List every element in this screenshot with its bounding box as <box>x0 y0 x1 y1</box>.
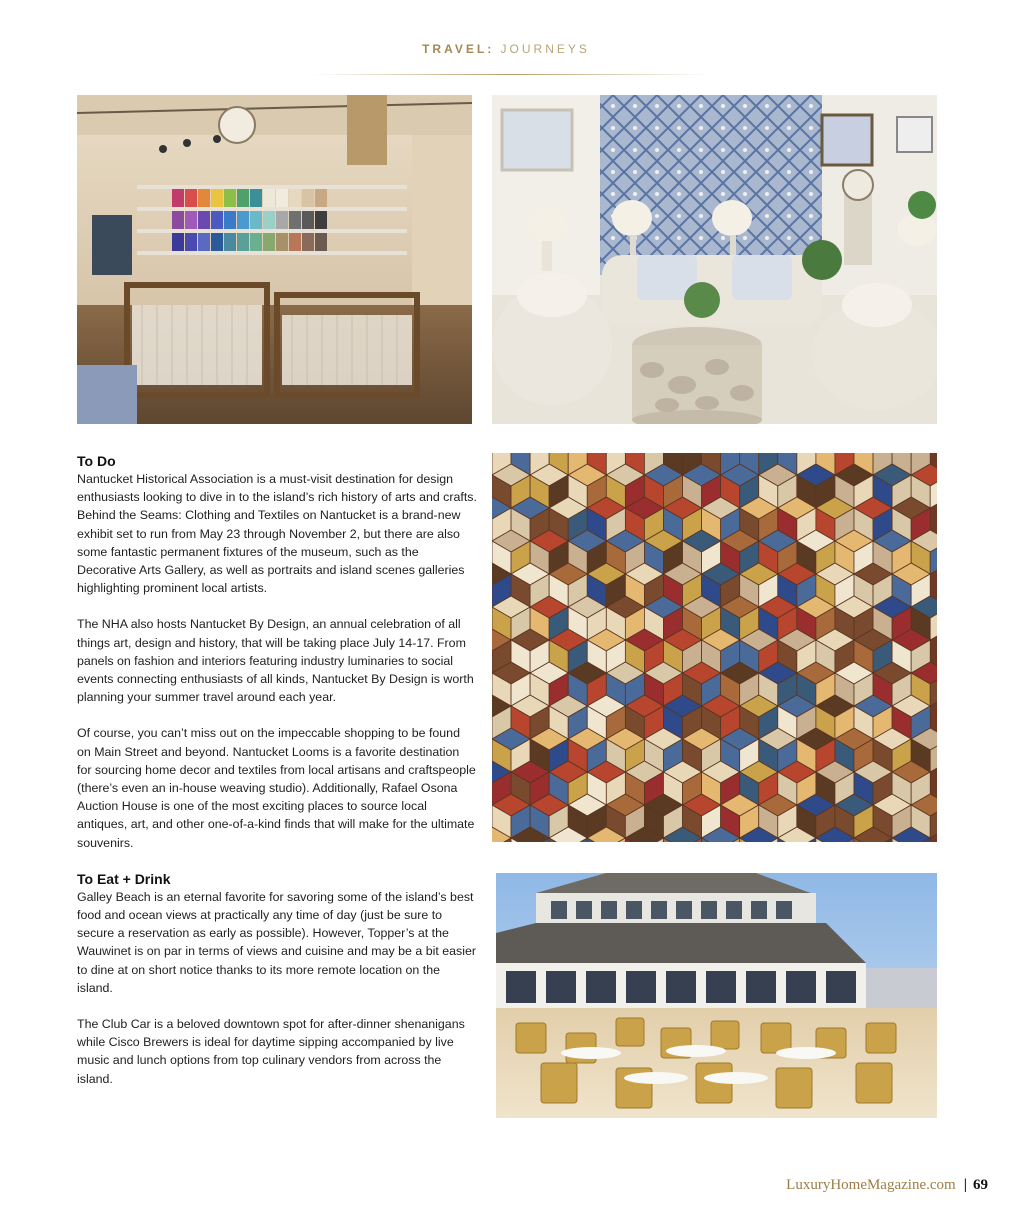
weaving-studio-photo <box>77 95 472 424</box>
section-header <box>0 42 1012 56</box>
to-do-paragraph-1: Nantucket Historical Association is a must-visit destination for design enthusiasts looking to dive in to the island’s rich history of arts and crafts. Behind the Seams: Clothing and Textiles on Nantucket is a brand-new exhibit set to run from May 23 through November 2, but there are also some fantastic permanent fixtures of the museum, such as the Decorative Arts Gallery, as well as portraits and island scenes galleries highlighting prominent local artists. <box>77 472 477 596</box>
to-eat-paragraph-1: Galley Beach is an eternal favorite for savoring some of the island’s best food and ocean views at practically any time of day (just be sure to secure a reservation as early as possible). However, Topper’s at the Wauwinet is on par in terms of views and cuisine and may be a bit easier to dine at on short notice thanks to its more remote location on the island. <box>77 889 476 995</box>
page-footer <box>786 1177 988 1194</box>
living-room-photo <box>492 95 937 424</box>
section-label: TRAVEL: <box>422 42 495 56</box>
beach-restaurant-photo <box>496 873 937 1118</box>
to-do-paragraph-2: The NHA also hosts Nantucket By Design, an annual celebration of all things art, design and history, that will be taking place July 14-17. From panels on fashion and interiors featuring industry luminaries to social events connecting enthusiasts of all kinds, Nantucket By Design is worth planning your summer travel around each year. <box>77 617 474 705</box>
to-do-heading: To Do <box>77 453 116 469</box>
to-eat-paragraph-2: The Club Car is a beloved downtown spot for after-dinner shenanigans while Cisco Brewers is ideal for daytime sipping accompanied by live music and lunch options from top culinary vendors from across the island. <box>77 1017 465 1086</box>
article-text <box>77 452 477 1106</box>
to-eat-heading: To Eat + Drink <box>77 870 171 887</box>
footer-site: LuxuryHomeMagazine.com <box>786 1177 956 1193</box>
quilt-photo <box>492 453 937 842</box>
header-rule <box>310 74 710 75</box>
to-do-paragraph-3: Of course, you can’t miss out on the impeccable shopping to be found on Main Street and beyond. Nantucket Looms is a favorite destination for sourcing home decor and textiles from local artisans and craftspeople (there’s even an in-house weaving studio). Additionally, Rafael Osona Auction House is one of the most exciting places to source local antiques, art, and other one-of-a-kind finds that will make for the ultimate souvenirs. <box>77 726 476 850</box>
footer-separator: | <box>963 1177 967 1193</box>
page-number: 69 <box>973 1177 988 1193</box>
subsection-label: JOURNEYS <box>500 42 590 56</box>
